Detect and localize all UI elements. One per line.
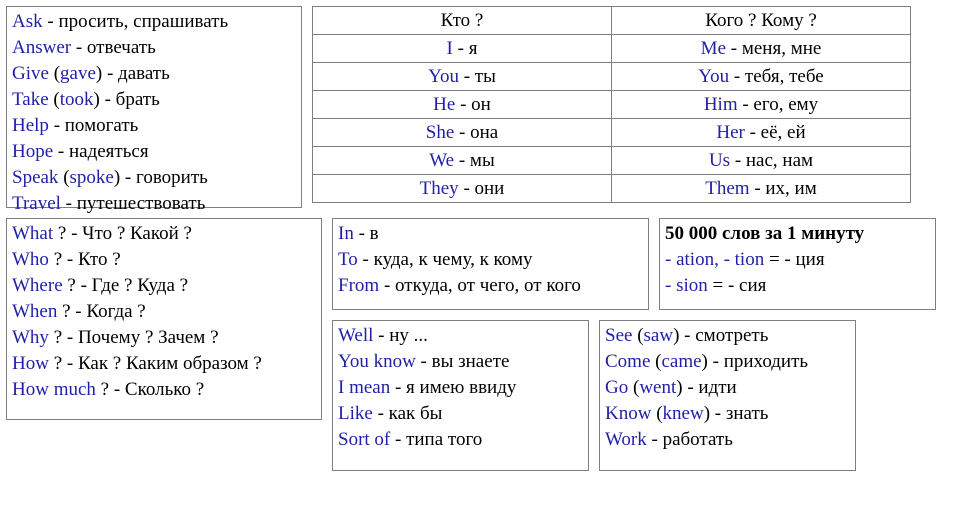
- box-title: 50 000 слов за 1 минуту: [665, 223, 865, 244]
- list-item: Speak (spoke) - говорить: [12, 167, 208, 188]
- header-cell-subject: Кто ?: [313, 7, 612, 35]
- list-item: What ? - Что ? Какой ?: [12, 223, 192, 244]
- table-row: [313, 91, 911, 119]
- table-row: [313, 147, 911, 175]
- list-item: To - куда, к чему, к кому: [338, 249, 533, 270]
- list-item: How much ? - Сколько ?: [12, 379, 205, 400]
- list-item: In - в: [338, 223, 379, 244]
- list-item: Go (went) - идти: [605, 377, 737, 398]
- header-cell-object: Кого ? Кому ?: [612, 7, 911, 35]
- list-item: Come (came) - приходить: [605, 351, 809, 372]
- table-cell: I - я: [313, 35, 612, 63]
- list-item: Like - как бы: [338, 403, 443, 424]
- list-item: Who ? - Кто ?: [12, 249, 121, 270]
- list-item: Where ? - Где ? Куда ?: [12, 275, 189, 296]
- list-item: See (saw) - смотреть: [605, 325, 769, 346]
- filler-phrases-box: [332, 320, 589, 471]
- list-item: When ? - Когда ?: [12, 301, 146, 322]
- table-cell: Them - их, им: [612, 175, 911, 203]
- table-cell: They - они: [313, 175, 612, 203]
- prepositions-box: [332, 218, 649, 310]
- table-cell: Me - меня, мне: [612, 35, 911, 63]
- pronoun-table: [312, 6, 911, 203]
- table-cell: He - он: [313, 91, 612, 119]
- list-item: - sion = - сия: [665, 275, 767, 296]
- table-cell: She - она: [313, 119, 612, 147]
- list-item: Help - помогать: [12, 115, 139, 136]
- list-item: Give (gave) - давать: [12, 63, 170, 84]
- table-cell: Us - нас, нам: [612, 147, 911, 175]
- table-cell: We - мы: [313, 147, 612, 175]
- table-row: [313, 63, 911, 91]
- list-item: From - откуда, от чего, от кого: [338, 275, 581, 296]
- table-cell: Him - его, ему: [612, 91, 911, 119]
- list-item: Take (took) - брать: [12, 89, 160, 110]
- table-header-row: [313, 7, 911, 35]
- list-item: You know - вы знаете: [338, 351, 510, 372]
- list-item: Travel - путешествовать: [12, 193, 206, 214]
- word-formation-box: [659, 218, 936, 310]
- table-cell: Her - её, ей: [612, 119, 911, 147]
- questions-box: [6, 218, 322, 420]
- table-row: [313, 35, 911, 63]
- verbs-box-2: [599, 320, 856, 471]
- table-row: [313, 175, 911, 203]
- table-cell: You - ты: [313, 63, 612, 91]
- list-item: - ation, - tion = - ция: [665, 249, 825, 270]
- list-item: Answer - отвечать: [12, 37, 156, 58]
- list-item: Well - ну ...: [338, 325, 428, 346]
- list-item: Work - работать: [605, 429, 733, 450]
- list-item: Sort of - типа того: [338, 429, 483, 450]
- list-item: Hope - надеяться: [12, 141, 149, 162]
- list-item: Ask - просить, спрашивать: [12, 11, 229, 32]
- list-item: How ? - Как ? Каким образом ?: [12, 353, 262, 374]
- list-item: Know (knew) - знать: [605, 403, 769, 424]
- table-row: [313, 119, 911, 147]
- table-cell: You - тебя, тебе: [612, 63, 911, 91]
- verbs-box: [6, 6, 302, 214]
- list-item: I mean - я имею ввиду: [338, 377, 517, 398]
- list-item: Why ? - Почему ? Зачем ?: [12, 327, 219, 348]
